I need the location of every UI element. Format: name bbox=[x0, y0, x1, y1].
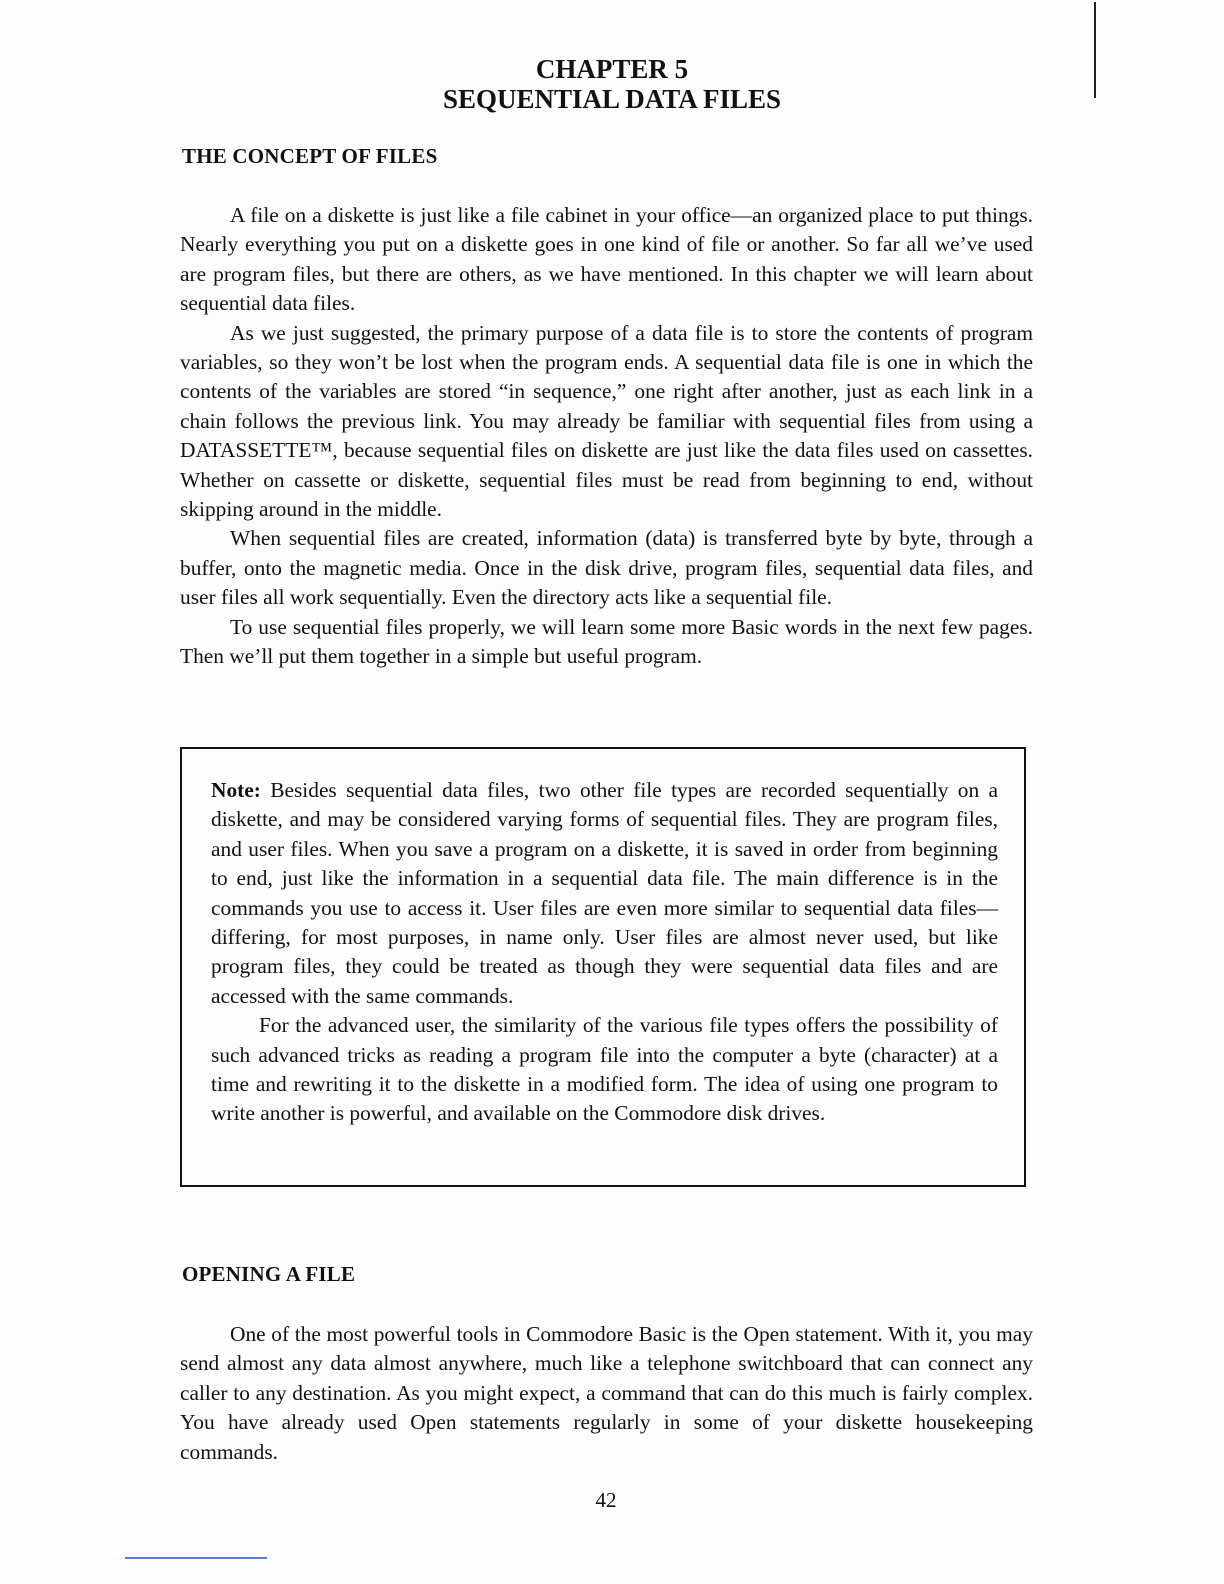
note-first-paragraph: Besides sequential data files, two other file types are recorded sequentially on a diskette, and may be considered varying forms of sequential files. They are program files, and user files. When you save a program on a diskette, it is saved in order from beginning to end, just like the information in a sequential data file. The main difference is in the commands you use to access it. User files are even more similar to sequential data files—differing, for most purposes, in name only. User files are almost never used, but like program files, they could be treated as though they were sequential data files and are accessed with the same commands. bbox=[211, 778, 998, 1008]
paragraph: As we just suggested, the primary purpose of a data file is to store the contents of program variables, so they won’t be lost when the program ends. A sequential data file is one in which the contents of the variables are stored “in sequence,” one right after another, just as each link in a chain follows the previous link. You may already be familiar with sequential files from using a DATASSETTE™, because sequential files on diskette are just like the data files used on cassettes. Whether on cassette or diskette, sequential files must be read from beginning to end, without skipping around in the middle. bbox=[180, 320, 1033, 522]
note-label: Note: bbox=[211, 778, 261, 802]
note-paragraph: For the advanced user, the similarity of the various file types offers the possibility of such advanced tricks as reading a program file into the computer a byte (character) at a time and rewriting it to the diskette in a modified form. The idea of using one program to write another is powerful, and available on the Commodore disk drives. bbox=[211, 1013, 998, 1126]
section-body-concept-of-files bbox=[180, 201, 1033, 672]
note-text bbox=[211, 776, 998, 1129]
paragraph: To use sequential files properly, we will learn some more Basic words in the next few pages. Then we’ll put them together in a simple but useful program. bbox=[180, 614, 1033, 669]
chapter-number: CHAPTER 5 bbox=[535, 54, 689, 84]
page-number: 42 bbox=[595, 1488, 617, 1512]
section-body-opening-a-file bbox=[180, 1320, 1033, 1467]
chapter-title: SEQUENTIAL DATA FILES bbox=[442, 84, 782, 114]
paragraph: When sequential files are created, information (data) is transferred byte by byte, through a buffer, onto the magnetic media. Once in the disk drive, program files, sequential data files, and user files all work sequentially. Even the directory acts like a sequential file. bbox=[180, 526, 1033, 610]
note-box bbox=[180, 747, 1026, 1187]
section-heading-concept-of-files: THE CONCEPT OF FILES bbox=[182, 144, 438, 168]
note-paragraph bbox=[211, 776, 998, 1011]
footer-rule bbox=[125, 1557, 267, 1559]
paragraph: One of the most powerful tools in Commodore Basic is the Open statement. With it, you may send almost any data almost anywhere, much like a telephone switchboard that can connect any caller to any destination. As you might expect, a command that can do this much is fairly complex. You have already used Open statements regularly in some of your diskette housekeeping commands. bbox=[180, 1322, 1033, 1464]
section-heading-opening-a-file: OPENING A FILE bbox=[182, 1262, 356, 1286]
paragraph: A file on a diskette is just like a file cabinet in your office—an organized place to put things. Nearly everything you put on a diskette goes in one kind of file or another. So far all we’ve used are program files, but there are others, as we have mentioned. In this chapter we will learn about sequential data files. bbox=[180, 203, 1033, 316]
